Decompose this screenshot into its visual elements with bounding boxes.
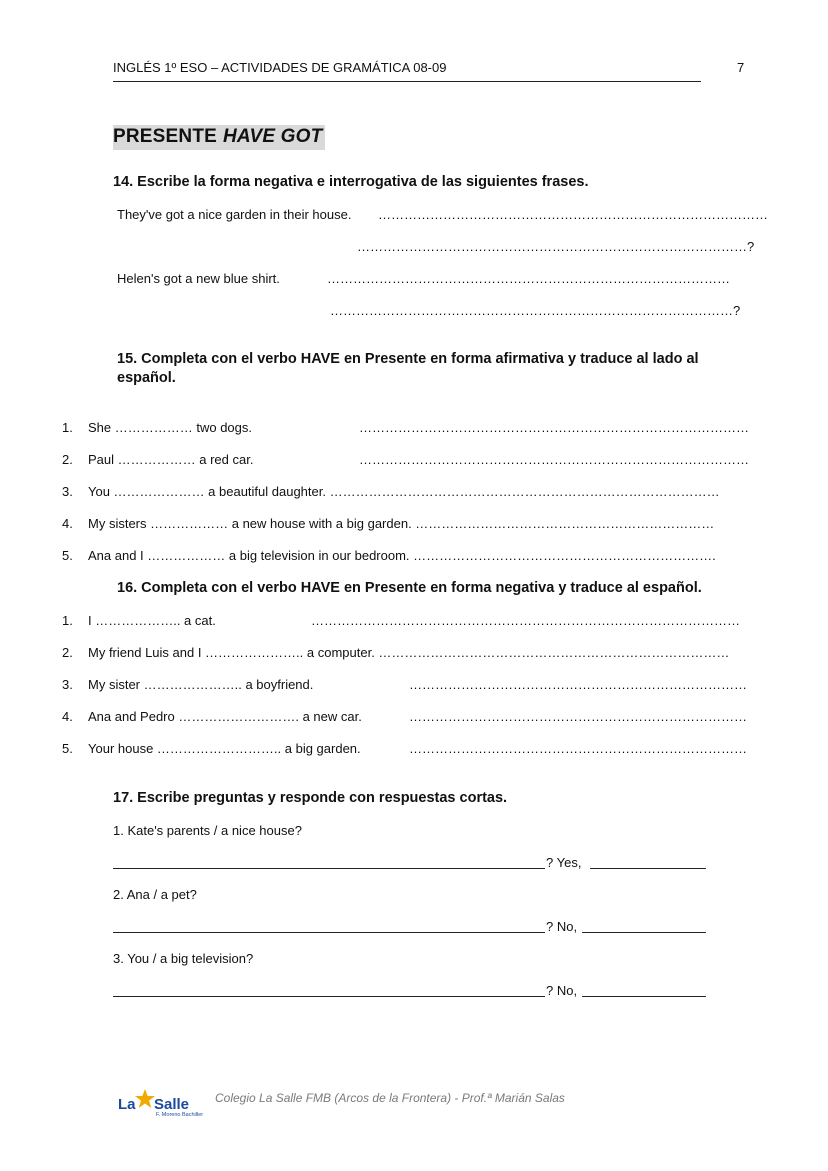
ex17-heading: 17. Escribe preguntas y responde con respuestas cortas. bbox=[113, 790, 508, 806]
ex15-item-2[interactable]: Paul ……………… a red car. bbox=[88, 452, 254, 467]
ex14-sentence-2: Helen's got a new blue shirt. bbox=[117, 271, 280, 286]
ex17-answer-line-1[interactable] bbox=[590, 868, 706, 869]
ex17-question-line-2[interactable] bbox=[113, 932, 545, 933]
ex17-question-line-3[interactable] bbox=[113, 996, 545, 997]
footer-text: Colegio La Salle FMB (Arcos de la Frontera) - Prof.ª Marián Salas bbox=[215, 1091, 565, 1105]
ex15-heading-line2: español. bbox=[117, 370, 176, 386]
ex15-heading-line1: 15. Completa con el verbo HAVE en Presente en forma afirmativa y traduce al lado al bbox=[117, 351, 699, 367]
header-title: INGLÉS 1º ESO – ACTIVIDADES DE GRAMÁTICA 08-09 bbox=[113, 60, 447, 75]
ex17-question-line-1[interactable] bbox=[113, 868, 545, 869]
ex15-item-3-number: 3. bbox=[62, 484, 73, 499]
ex15-item-5-number: 5. bbox=[62, 548, 73, 563]
page-number: 7 bbox=[737, 60, 745, 75]
ex16-item-5-number: 5. bbox=[62, 741, 73, 756]
ex17-prompt-3: 3. You / a big television? bbox=[113, 951, 254, 966]
ex17-answer-line-2[interactable] bbox=[582, 932, 706, 933]
ex14-s1-interrogative-line[interactable]: ………………………………………………………………………………? bbox=[357, 239, 755, 254]
section-title-b: HAVE GOT bbox=[223, 126, 323, 147]
ex16-item-1-translation[interactable]: ……………………………………………………………………………………… bbox=[311, 613, 740, 628]
ex16-item-3-number: 3. bbox=[62, 677, 73, 692]
ex16-item-3-translation[interactable]: …………………………………………………………………… bbox=[409, 677, 747, 692]
ex15-item-2-number: 2. bbox=[62, 452, 73, 467]
ex16-item-4-number: 4. bbox=[62, 709, 73, 724]
ex16-item-4[interactable]: Ana and Pedro ………………………. a new car. bbox=[88, 709, 362, 724]
ex14-s2-negative-line[interactable]: ………………………………………………………………………………… bbox=[327, 271, 730, 286]
ex17-prompt-2: 2. Ana / a pet? bbox=[113, 887, 197, 902]
ex16-item-2-number: 2. bbox=[62, 645, 73, 660]
ex16-item-1-number: 1. bbox=[62, 613, 73, 628]
ex14-s2-interrogative-line[interactable]: …………………………………………………………………………………? bbox=[330, 303, 741, 318]
ex15-item-1-number: 1. bbox=[62, 420, 73, 435]
ex15-item-1[interactable]: She ……………… two dogs. bbox=[88, 420, 252, 435]
ex14-s1-negative-line[interactable]: ……………………………………………………………………………… bbox=[378, 207, 768, 222]
ex15-item-4-number: 4. bbox=[62, 516, 73, 531]
ex16-item-5[interactable]: Your house ……………………….. a big garden. bbox=[88, 741, 361, 756]
ex16-heading: 16. Completa con el verbo HAVE en Presente en forma negativa y traduce al español. bbox=[117, 580, 702, 596]
star-icon bbox=[134, 1088, 156, 1110]
ex16-item-3[interactable]: My sister ………………….. a boyfriend. bbox=[88, 677, 314, 692]
logo-text-la: La bbox=[118, 1096, 136, 1113]
ex15-item-2-translation[interactable]: ……………………………………………………………………………… bbox=[359, 452, 749, 467]
ex17-answer-line-3[interactable] bbox=[582, 996, 706, 997]
ex17-answer-label-2: ? No, bbox=[546, 919, 578, 934]
ex15-item-1-translation[interactable]: ……………………………………………………………………………… bbox=[359, 420, 749, 435]
ex17-answer-label-1: ? Yes, bbox=[546, 855, 582, 870]
ex14-sentence-1: They've got a nice garden in their house. bbox=[117, 207, 352, 222]
ex14-heading: 14. Escribe la forma negativa e interrogativa de las siguientes frases. bbox=[113, 174, 589, 190]
ex17-answer-label-3: ? No, bbox=[546, 983, 578, 998]
ex16-item-5-translation[interactable]: …………………………………………………………………… bbox=[409, 741, 747, 756]
ex15-item-5[interactable]: Ana and I ……………… a big television in our bedroom. ……………………………………………………………. bbox=[88, 548, 716, 563]
logo-subtext: F. Moreno Bachiller bbox=[156, 1112, 204, 1118]
ex15-item-4[interactable]: My sisters ……………… a new house with a big garden. …………………………………………………………… bbox=[88, 516, 715, 531]
ex16-item-1[interactable]: I ……………….. a cat. bbox=[88, 613, 216, 628]
section-title bbox=[113, 125, 325, 150]
ex15-item-3[interactable]: You ………………… a beautiful daughter. ……………………………………………………………………………… bbox=[88, 484, 720, 499]
la-salle-logo bbox=[118, 1088, 210, 1122]
ex16-item-4-translation[interactable]: …………………………………………………………………… bbox=[409, 709, 747, 724]
ex16-item-2[interactable]: My friend Luis and I ………………….. a computer. ……………………………………………………………………… bbox=[88, 645, 730, 660]
section-title-a: PRESENTE bbox=[113, 126, 218, 147]
ex17-prompt-1: 1. Kate's parents / a nice house? bbox=[113, 823, 302, 838]
logo-text-salle: Salle bbox=[154, 1096, 190, 1113]
header-rule bbox=[113, 81, 701, 82]
